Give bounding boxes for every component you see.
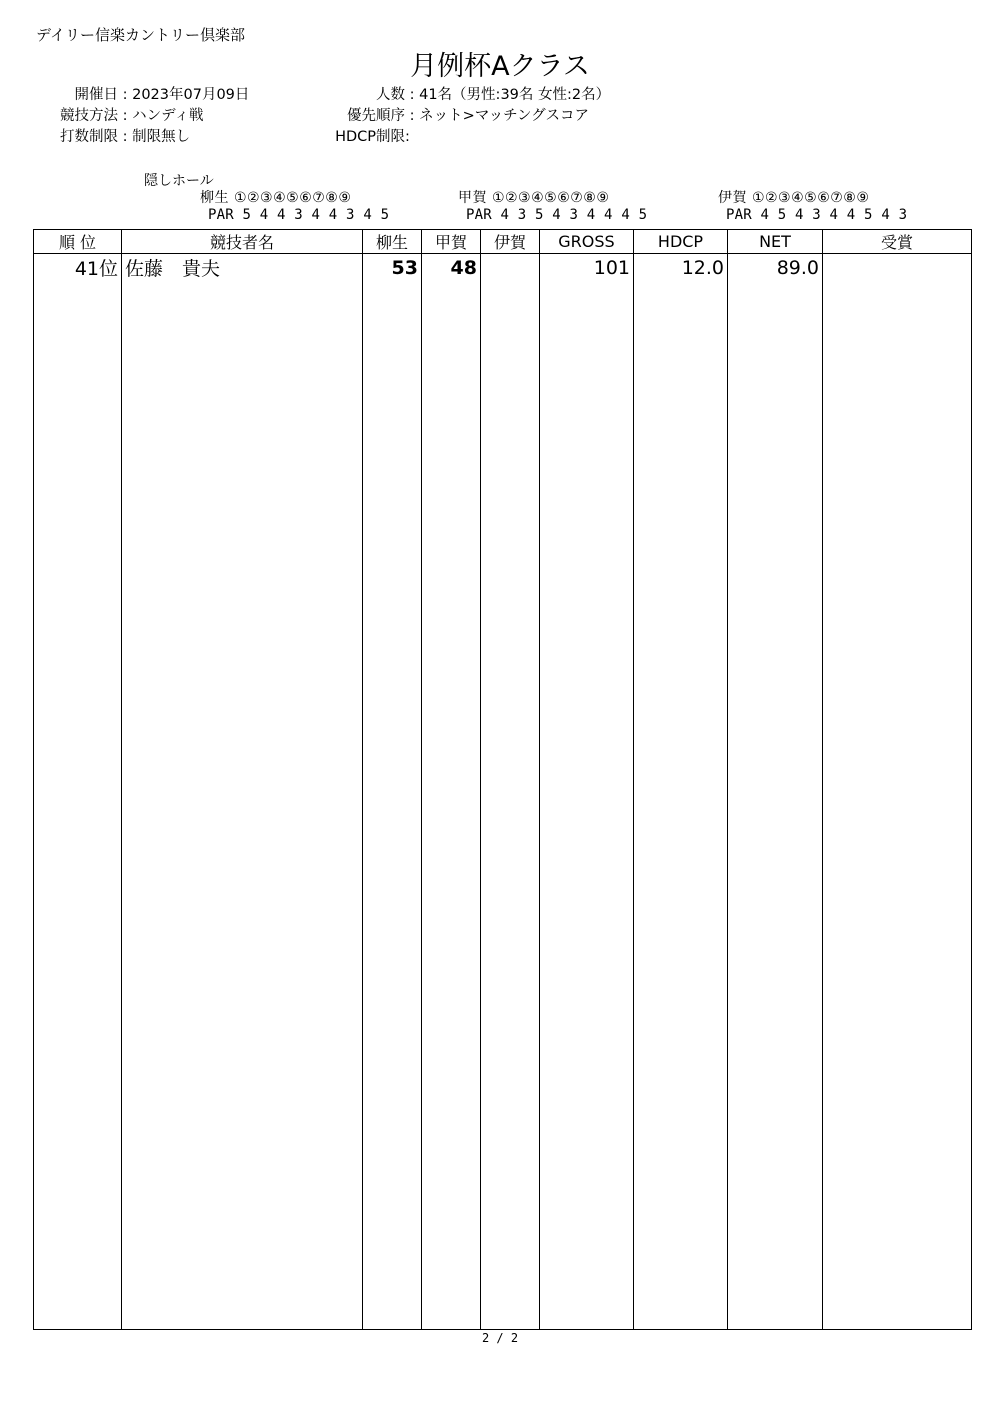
- info-count-row: [290, 85, 610, 106]
- method-value: ハンディ戦: [132, 108, 204, 124]
- info-priority-row: [290, 106, 610, 127]
- header-gross: GROSS: [540, 230, 634, 254]
- colon: :: [118, 87, 133, 103]
- course-iga: [718, 187, 907, 223]
- page-title: 月例杯Aクラス: [410, 51, 590, 82]
- cell-yagyu: 53: [363, 254, 422, 282]
- count-label: 人数: [376, 87, 405, 103]
- course-par: PAR 4 3 5 4 3 4 4 4 5: [466, 207, 648, 223]
- cell-iga: [481, 254, 540, 282]
- priority-value: ネット>マッチングスコア: [419, 108, 590, 124]
- table-row: [34, 254, 972, 282]
- header-rank: 順 位: [34, 230, 122, 254]
- hole-circles: ①②③④⑤⑥⑦⑧⑨: [751, 190, 870, 206]
- header-net: NET: [728, 230, 823, 254]
- cell-player-name: 佐藤 貴夫: [122, 254, 363, 282]
- header-yagyu: 柳生: [363, 230, 422, 254]
- hole-circles: ①②③④⑤⑥⑦⑧⑨: [233, 190, 352, 206]
- colon: :: [118, 108, 133, 124]
- course-name: 甲賀: [458, 190, 487, 206]
- colon: :: [118, 129, 133, 145]
- results-table: [33, 229, 972, 1330]
- info-method-row: [40, 106, 249, 127]
- course-par: PAR 4 5 4 3 4 4 5 4 3: [726, 207, 908, 223]
- header-koka: 甲賀: [422, 230, 481, 254]
- info-date-row: [40, 85, 249, 106]
- cell-net: 89.0: [728, 254, 823, 282]
- table-header: [34, 230, 972, 254]
- hdcp-limit-label: HDCP制限: [335, 129, 405, 145]
- course-name: 柳生: [200, 190, 229, 206]
- info-right: [290, 85, 610, 148]
- club-name: デイリー信楽カントリー倶楽部: [36, 26, 245, 44]
- course-par: PAR 5 4 4 3 4 4 3 4 5: [208, 207, 390, 223]
- course-name: 伊賀: [718, 190, 747, 206]
- cell-rank: 41位: [34, 254, 122, 282]
- header-iga: 伊賀: [481, 230, 540, 254]
- cell-gross: 101: [540, 254, 634, 282]
- header-award: 受賞: [823, 230, 972, 254]
- cell-koka: 48: [422, 254, 481, 282]
- priority-label: 優先順序: [347, 108, 405, 124]
- date-value: 2023年07月09日: [132, 87, 250, 103]
- info-hdcp-limit-row: [290, 127, 610, 148]
- hidden-holes-label: 隠しホール: [144, 173, 214, 189]
- limit-label: 打数制限: [60, 129, 118, 145]
- cell-hdcp: 12.0: [634, 254, 728, 282]
- colon: :: [405, 87, 420, 103]
- count-value: 41名（男性:39名 女性:2名）: [419, 87, 611, 103]
- hole-circles: ①②③④⑤⑥⑦⑧⑨: [491, 190, 610, 206]
- date-label: 開催日: [74, 87, 118, 103]
- header-hdcp: HDCP: [634, 230, 728, 254]
- info-left: [40, 85, 249, 148]
- limit-value: 制限無し: [132, 129, 191, 145]
- cell-award: [823, 254, 972, 282]
- table-filler: [34, 281, 972, 1330]
- colon: :: [405, 108, 420, 124]
- page-number: 2 / 2: [481, 1331, 519, 1345]
- course-yagyu: [200, 187, 389, 223]
- method-label: 競技方法: [60, 108, 118, 124]
- header-player-name: 競技者名: [122, 230, 363, 254]
- course-koka: [458, 187, 647, 223]
- info-limit-row: [40, 127, 249, 148]
- colon: :: [405, 129, 410, 145]
